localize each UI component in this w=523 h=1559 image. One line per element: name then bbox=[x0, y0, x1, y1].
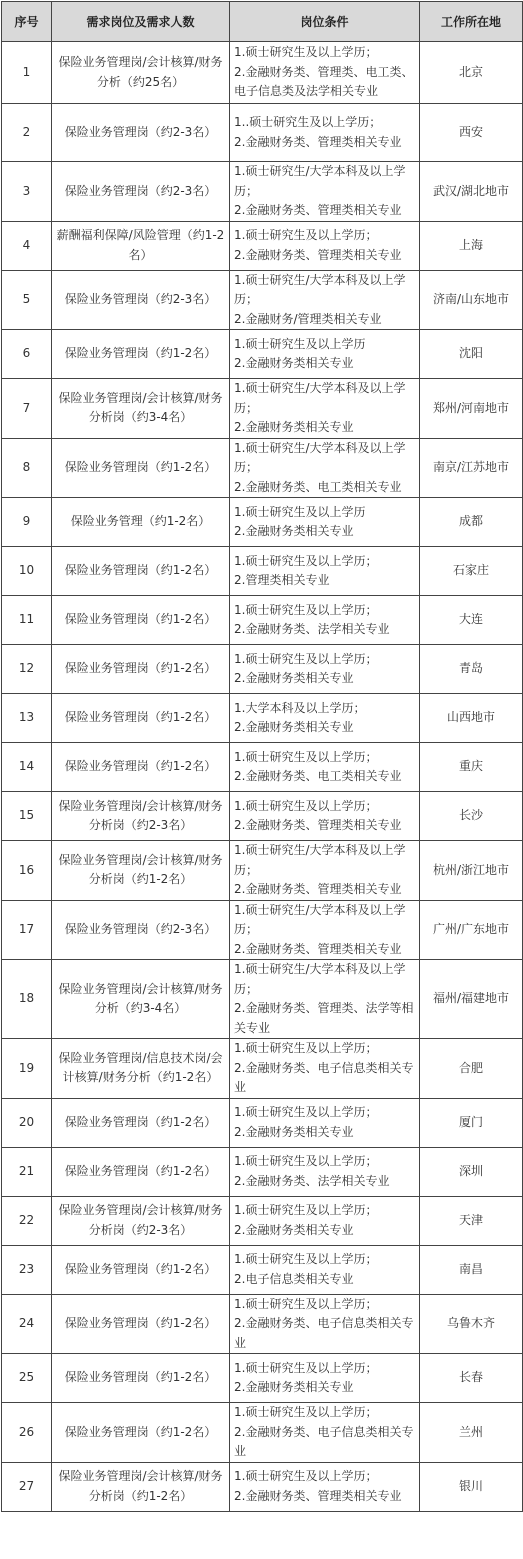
location-cell: 厦门 bbox=[420, 1098, 523, 1147]
position-cell: 保险业务管理岗（约1-2名） bbox=[52, 1294, 230, 1354]
requirement-line: 1.硕士研究生/大学本科及以上学历； bbox=[234, 164, 406, 198]
serial-number-cell: 23 bbox=[2, 1245, 52, 1294]
location-cell: 青岛 bbox=[420, 645, 523, 694]
table-row bbox=[2, 1098, 523, 1147]
location-cell: 杭州/浙江地市 bbox=[420, 841, 523, 901]
position-cell: 保险业务管理岗/会计核算/财务分析（约3-4名） bbox=[52, 960, 230, 1039]
serial-number-cell: 5 bbox=[2, 270, 52, 330]
requirements-cell bbox=[230, 498, 420, 547]
requirement-line: 2.金融财务类、电工类相关专业 bbox=[234, 769, 402, 783]
requirements-cell bbox=[230, 1245, 420, 1294]
requirement-line: 2.金融财务类、管理类相关专业 bbox=[234, 203, 402, 217]
table-row bbox=[2, 900, 523, 960]
position-cell: 保险业务管理岗/会计核算/财务分析岗（约3-4名） bbox=[52, 379, 230, 439]
requirement-line: 1.硕士研究生及以上学历； bbox=[234, 749, 378, 764]
requirements-cell bbox=[230, 1147, 420, 1196]
table-row bbox=[2, 645, 523, 694]
requirement-line: 1.硕士研究生/大学本科及以上学历； bbox=[234, 272, 406, 306]
requirement-line: 2.金融财务类、电子信息类相关专业 bbox=[234, 1424, 414, 1458]
requirement-line: 2.金融财务类、电子信息类相关专业 bbox=[234, 1060, 414, 1094]
serial-number-cell: 13 bbox=[2, 694, 52, 743]
serial-number-cell: 17 bbox=[2, 900, 52, 960]
serial-number-cell: 21 bbox=[2, 1147, 52, 1196]
serial-number-cell: 26 bbox=[2, 1403, 52, 1463]
location-cell: 重庆 bbox=[420, 743, 523, 792]
requirement-line: 1..硕士研究生及以上学历； bbox=[234, 115, 382, 129]
position-cell: 保险业务管理岗（约1-2名） bbox=[52, 694, 230, 743]
table-row bbox=[2, 1245, 523, 1294]
serial-number-cell: 24 bbox=[2, 1294, 52, 1354]
job-requirements-table bbox=[1, 1, 523, 1512]
location-cell: 南京/江苏地市 bbox=[420, 438, 523, 498]
serial-number-cell: 15 bbox=[2, 792, 52, 841]
location-cell: 兰州 bbox=[420, 1403, 523, 1463]
location-cell: 武汉/湖北地市 bbox=[420, 162, 523, 222]
requirement-line: 1.硕士研究生及以上学历； bbox=[234, 1469, 378, 1483]
requirement-line: 2.金融财务类、管理类相关专业 bbox=[234, 134, 402, 149]
table-row bbox=[2, 841, 523, 901]
table-row bbox=[2, 162, 523, 222]
requirement-line: 1.硕士研究生及以上学历； bbox=[234, 1405, 378, 1419]
requirement-line: 1.硕士研究生及以上学历； bbox=[234, 553, 378, 568]
requirement-line: 1.硕士研究生及以上学历； bbox=[234, 651, 378, 666]
serial-number-cell: 8 bbox=[2, 438, 52, 498]
table-row bbox=[2, 42, 523, 104]
location-cell: 乌鲁木齐 bbox=[420, 1294, 523, 1354]
header-work-location: 工作所在地 bbox=[420, 2, 523, 42]
position-cell: 保险业务管理岗（约1-2名） bbox=[52, 1245, 230, 1294]
serial-number-cell: 6 bbox=[2, 330, 52, 379]
requirement-line: 2.金融财务类相关专业 bbox=[234, 356, 354, 370]
requirements-cell bbox=[230, 1354, 420, 1403]
table-body bbox=[2, 42, 523, 1512]
requirements-cell bbox=[230, 960, 420, 1039]
requirement-line: 1.硕士研究生/大学本科及以上学历； bbox=[234, 902, 406, 936]
position-cell: 保险业务管理岗（约1-2名） bbox=[52, 645, 230, 694]
serial-number-cell: 11 bbox=[2, 596, 52, 645]
location-cell: 大连 bbox=[420, 596, 523, 645]
requirement-line: 1.硕士研究生及以上学历； bbox=[234, 1203, 378, 1217]
table-row bbox=[2, 438, 523, 498]
table-row bbox=[2, 596, 523, 645]
requirement-line: 2.金融财务类相关专业 bbox=[234, 1124, 354, 1139]
serial-number-cell: 2 bbox=[2, 104, 52, 162]
location-cell: 银川 bbox=[420, 1462, 523, 1511]
requirements-cell bbox=[230, 645, 420, 694]
requirements-cell bbox=[230, 1294, 420, 1354]
requirement-line: 2.金融财务类相关专业 bbox=[234, 420, 354, 434]
position-cell: 保险业务管理岗/会计核算/财务分析岗（约2-3名） bbox=[52, 792, 230, 841]
requirement-line: 2.金融财务类、电子信息类相关专业 bbox=[234, 1316, 414, 1350]
location-cell: 成都 bbox=[420, 498, 523, 547]
requirement-line: 1.硕士研究生/大学本科及以上学历； bbox=[234, 440, 406, 474]
location-cell: 福州/福建地市 bbox=[420, 960, 523, 1039]
requirement-line: 1.硕士研究生及以上学历 bbox=[234, 504, 366, 519]
requirements-cell bbox=[230, 596, 420, 645]
requirement-line: 1.硕士研究生及以上学历； bbox=[234, 1154, 378, 1168]
location-cell: 长春 bbox=[420, 1354, 523, 1403]
location-cell: 西安 bbox=[420, 104, 523, 162]
location-cell: 济南/山东地市 bbox=[420, 270, 523, 330]
requirement-line: 1.硕士研究生/大学本科及以上学历； bbox=[234, 962, 406, 996]
requirements-cell bbox=[230, 270, 420, 330]
requirements-cell bbox=[230, 1098, 420, 1147]
serial-number-cell: 25 bbox=[2, 1354, 52, 1403]
requirements-cell bbox=[230, 438, 420, 498]
serial-number-cell: 4 bbox=[2, 221, 52, 270]
position-cell: 薪酬福利保障/风险管理（约1-2名） bbox=[52, 221, 230, 270]
position-cell: 保险业务管理岗（约1-2名） bbox=[52, 1354, 230, 1403]
location-cell: 北京 bbox=[420, 42, 523, 104]
requirement-line: 2.金融财务类、管理类、法学等相关专业 bbox=[234, 1001, 414, 1035]
requirement-line: 2.金融财务类相关专业 bbox=[234, 1222, 354, 1237]
position-cell: 保险业务管理岗（约1-2名） bbox=[52, 438, 230, 498]
position-cell: 保险业务管理岗（约2-3名） bbox=[52, 900, 230, 960]
requirement-line: 2.金融财务类、管理类相关专业 bbox=[234, 247, 402, 262]
serial-number-cell: 16 bbox=[2, 841, 52, 901]
table-header-row bbox=[2, 2, 523, 42]
position-cell: 保险业务管理岗（约1-2名） bbox=[52, 547, 230, 596]
requirements-cell bbox=[230, 792, 420, 841]
position-cell: 保险业务管理岗（约1-2名） bbox=[52, 1147, 230, 1196]
location-cell: 合肥 bbox=[420, 1039, 523, 1099]
table-row bbox=[2, 104, 523, 162]
position-cell: 保险业务管理岗/会计核算/财务分析（约25名） bbox=[52, 42, 230, 104]
serial-number-cell: 1 bbox=[2, 42, 52, 104]
table-row bbox=[2, 1294, 523, 1354]
table-row bbox=[2, 1462, 523, 1511]
position-cell: 保险业务管理（约1-2名） bbox=[52, 498, 230, 547]
requirements-cell bbox=[230, 547, 420, 596]
requirement-line: 1.硕士研究生及以上学历； bbox=[234, 798, 378, 813]
position-cell: 保险业务管理岗（约1-2名） bbox=[52, 330, 230, 379]
serial-number-cell: 10 bbox=[2, 547, 52, 596]
requirements-cell bbox=[230, 900, 420, 960]
serial-number-cell: 27 bbox=[2, 1462, 52, 1511]
location-cell: 广州/广东地市 bbox=[420, 900, 523, 960]
table-row bbox=[2, 330, 523, 379]
requirement-line: 2.金融财务类、电工类相关专业 bbox=[234, 479, 402, 494]
requirements-cell bbox=[230, 694, 420, 743]
location-cell: 郑州/河南地市 bbox=[420, 379, 523, 439]
location-cell: 上海 bbox=[420, 221, 523, 270]
table-row bbox=[2, 1403, 523, 1463]
table-row bbox=[2, 1039, 523, 1099]
requirements-cell bbox=[230, 104, 420, 162]
requirements-cell bbox=[230, 379, 420, 439]
requirement-line: 2.金融财务类、法学相关专业 bbox=[234, 1173, 390, 1188]
table-row bbox=[2, 694, 523, 743]
serial-number-cell: 20 bbox=[2, 1098, 52, 1147]
requirement-line: 1.硕士研究生及以上学历； bbox=[234, 1252, 378, 1266]
requirement-line: 2.金融财务类、管理类、电工类、电子信息类及法学相关专业 bbox=[234, 64, 414, 99]
requirement-line: 1.硕士研究生及以上学历； bbox=[234, 1296, 378, 1311]
requirement-line: 2.金融财务类、管理类相关专业 bbox=[234, 818, 402, 832]
location-cell: 天津 bbox=[420, 1196, 523, 1245]
position-cell: 保险业务管理岗（约2-3名） bbox=[52, 162, 230, 222]
requirement-line: 1.硕士研究生及以上学历； bbox=[234, 1041, 378, 1055]
header-position-and-count: 需求岗位及需求人数 bbox=[52, 2, 230, 42]
requirements-cell bbox=[230, 841, 420, 901]
requirement-line: 2.金融财务类相关专业 bbox=[234, 671, 354, 685]
requirement-line: 1.硕士研究生及以上学历； bbox=[234, 228, 378, 242]
position-cell: 保险业务管理岗（约2-3名） bbox=[52, 270, 230, 330]
requirement-line: 2.金融财务类相关专业 bbox=[234, 1380, 354, 1394]
position-cell: 保险业务管理岗/信息技术岗/会计核算/财务分析（约1-2名） bbox=[52, 1039, 230, 1099]
table-row bbox=[2, 792, 523, 841]
requirement-line: 2.金融财务类、管理类相关专业 bbox=[234, 941, 402, 956]
position-cell: 保险业务管理岗/会计核算/财务分析岗（约1-2名） bbox=[52, 841, 230, 901]
serial-number-cell: 9 bbox=[2, 498, 52, 547]
requirements-cell bbox=[230, 1403, 420, 1463]
requirements-cell bbox=[230, 162, 420, 222]
requirement-line: 1.硕士研究生及以上学历； bbox=[234, 1105, 378, 1119]
table-row bbox=[2, 221, 523, 270]
requirement-line: 2.电子信息类相关专业 bbox=[234, 1271, 354, 1286]
requirement-line: 2.金融财务类、管理类相关专业 bbox=[234, 882, 402, 896]
requirements-cell bbox=[230, 743, 420, 792]
requirements-cell bbox=[230, 42, 420, 104]
requirement-line: 2.金融财务/管理类相关专业 bbox=[234, 311, 382, 326]
position-cell: 保险业务管理岗/会计核算/财务分析岗（约1-2名） bbox=[52, 1462, 230, 1511]
serial-number-cell: 12 bbox=[2, 645, 52, 694]
requirement-line: 1.硕士研究生/大学本科及以上学历； bbox=[234, 381, 406, 415]
serial-number-cell: 19 bbox=[2, 1039, 52, 1099]
position-cell: 保险业务管理岗（约1-2名） bbox=[52, 1403, 230, 1463]
position-cell: 保险业务管理岗/会计核算/财务分析岗（约2-3名） bbox=[52, 1196, 230, 1245]
requirement-line: 1.硕士研究生及以上学历 bbox=[234, 336, 366, 351]
requirement-line: 1.硕士研究生及以上学历； bbox=[234, 45, 378, 60]
table-row bbox=[2, 1196, 523, 1245]
location-cell: 南昌 bbox=[420, 1245, 523, 1294]
requirement-line: 2.金融财务类、管理类相关专业 bbox=[234, 1488, 402, 1503]
requirements-cell bbox=[230, 330, 420, 379]
position-cell: 保险业务管理岗（约1-2名） bbox=[52, 743, 230, 792]
requirement-line: 1.硕士研究生及以上学历； bbox=[234, 602, 378, 617]
location-cell: 深圳 bbox=[420, 1147, 523, 1196]
requirement-line: 1.硕士研究生/大学本科及以上学历； bbox=[234, 843, 406, 877]
serial-number-cell: 18 bbox=[2, 960, 52, 1039]
header-serial-number: 序号 bbox=[2, 2, 52, 42]
requirements-cell bbox=[230, 1196, 420, 1245]
table-row bbox=[2, 1147, 523, 1196]
location-cell: 沈阳 bbox=[420, 330, 523, 379]
header-position-requirements: 岗位条件 bbox=[230, 2, 420, 42]
requirements-cell bbox=[230, 221, 420, 270]
requirements-cell bbox=[230, 1462, 420, 1511]
serial-number-cell: 14 bbox=[2, 743, 52, 792]
requirements-cell bbox=[230, 1039, 420, 1099]
position-cell: 保险业务管理岗（约2-3名） bbox=[52, 104, 230, 162]
location-cell: 石家庄 bbox=[420, 547, 523, 596]
requirement-line: 2.管理类相关专业 bbox=[234, 573, 330, 587]
table-row bbox=[2, 498, 523, 547]
serial-number-cell: 3 bbox=[2, 162, 52, 222]
requirement-line: 2.金融财务类、法学相关专业 bbox=[234, 622, 390, 636]
requirement-line: 1.大学本科及以上学历； bbox=[234, 700, 366, 715]
position-cell: 保险业务管理岗（约1-2名） bbox=[52, 596, 230, 645]
table-row bbox=[2, 743, 523, 792]
table-row bbox=[2, 960, 523, 1039]
position-cell: 保险业务管理岗（约1-2名） bbox=[52, 1098, 230, 1147]
table-row bbox=[2, 270, 523, 330]
location-cell: 长沙 bbox=[420, 792, 523, 841]
job-table-container bbox=[1, 1, 522, 1512]
table-row bbox=[2, 379, 523, 439]
requirement-line: 1.硕士研究生及以上学历； bbox=[234, 1360, 378, 1375]
table-row bbox=[2, 547, 523, 596]
requirement-line: 2.金融财务类相关专业 bbox=[234, 524, 354, 538]
serial-number-cell: 7 bbox=[2, 379, 52, 439]
table-row bbox=[2, 1354, 523, 1403]
serial-number-cell: 22 bbox=[2, 1196, 52, 1245]
location-cell: 山西地市 bbox=[420, 694, 523, 743]
requirement-line: 2.金融财务类相关专业 bbox=[234, 720, 354, 734]
